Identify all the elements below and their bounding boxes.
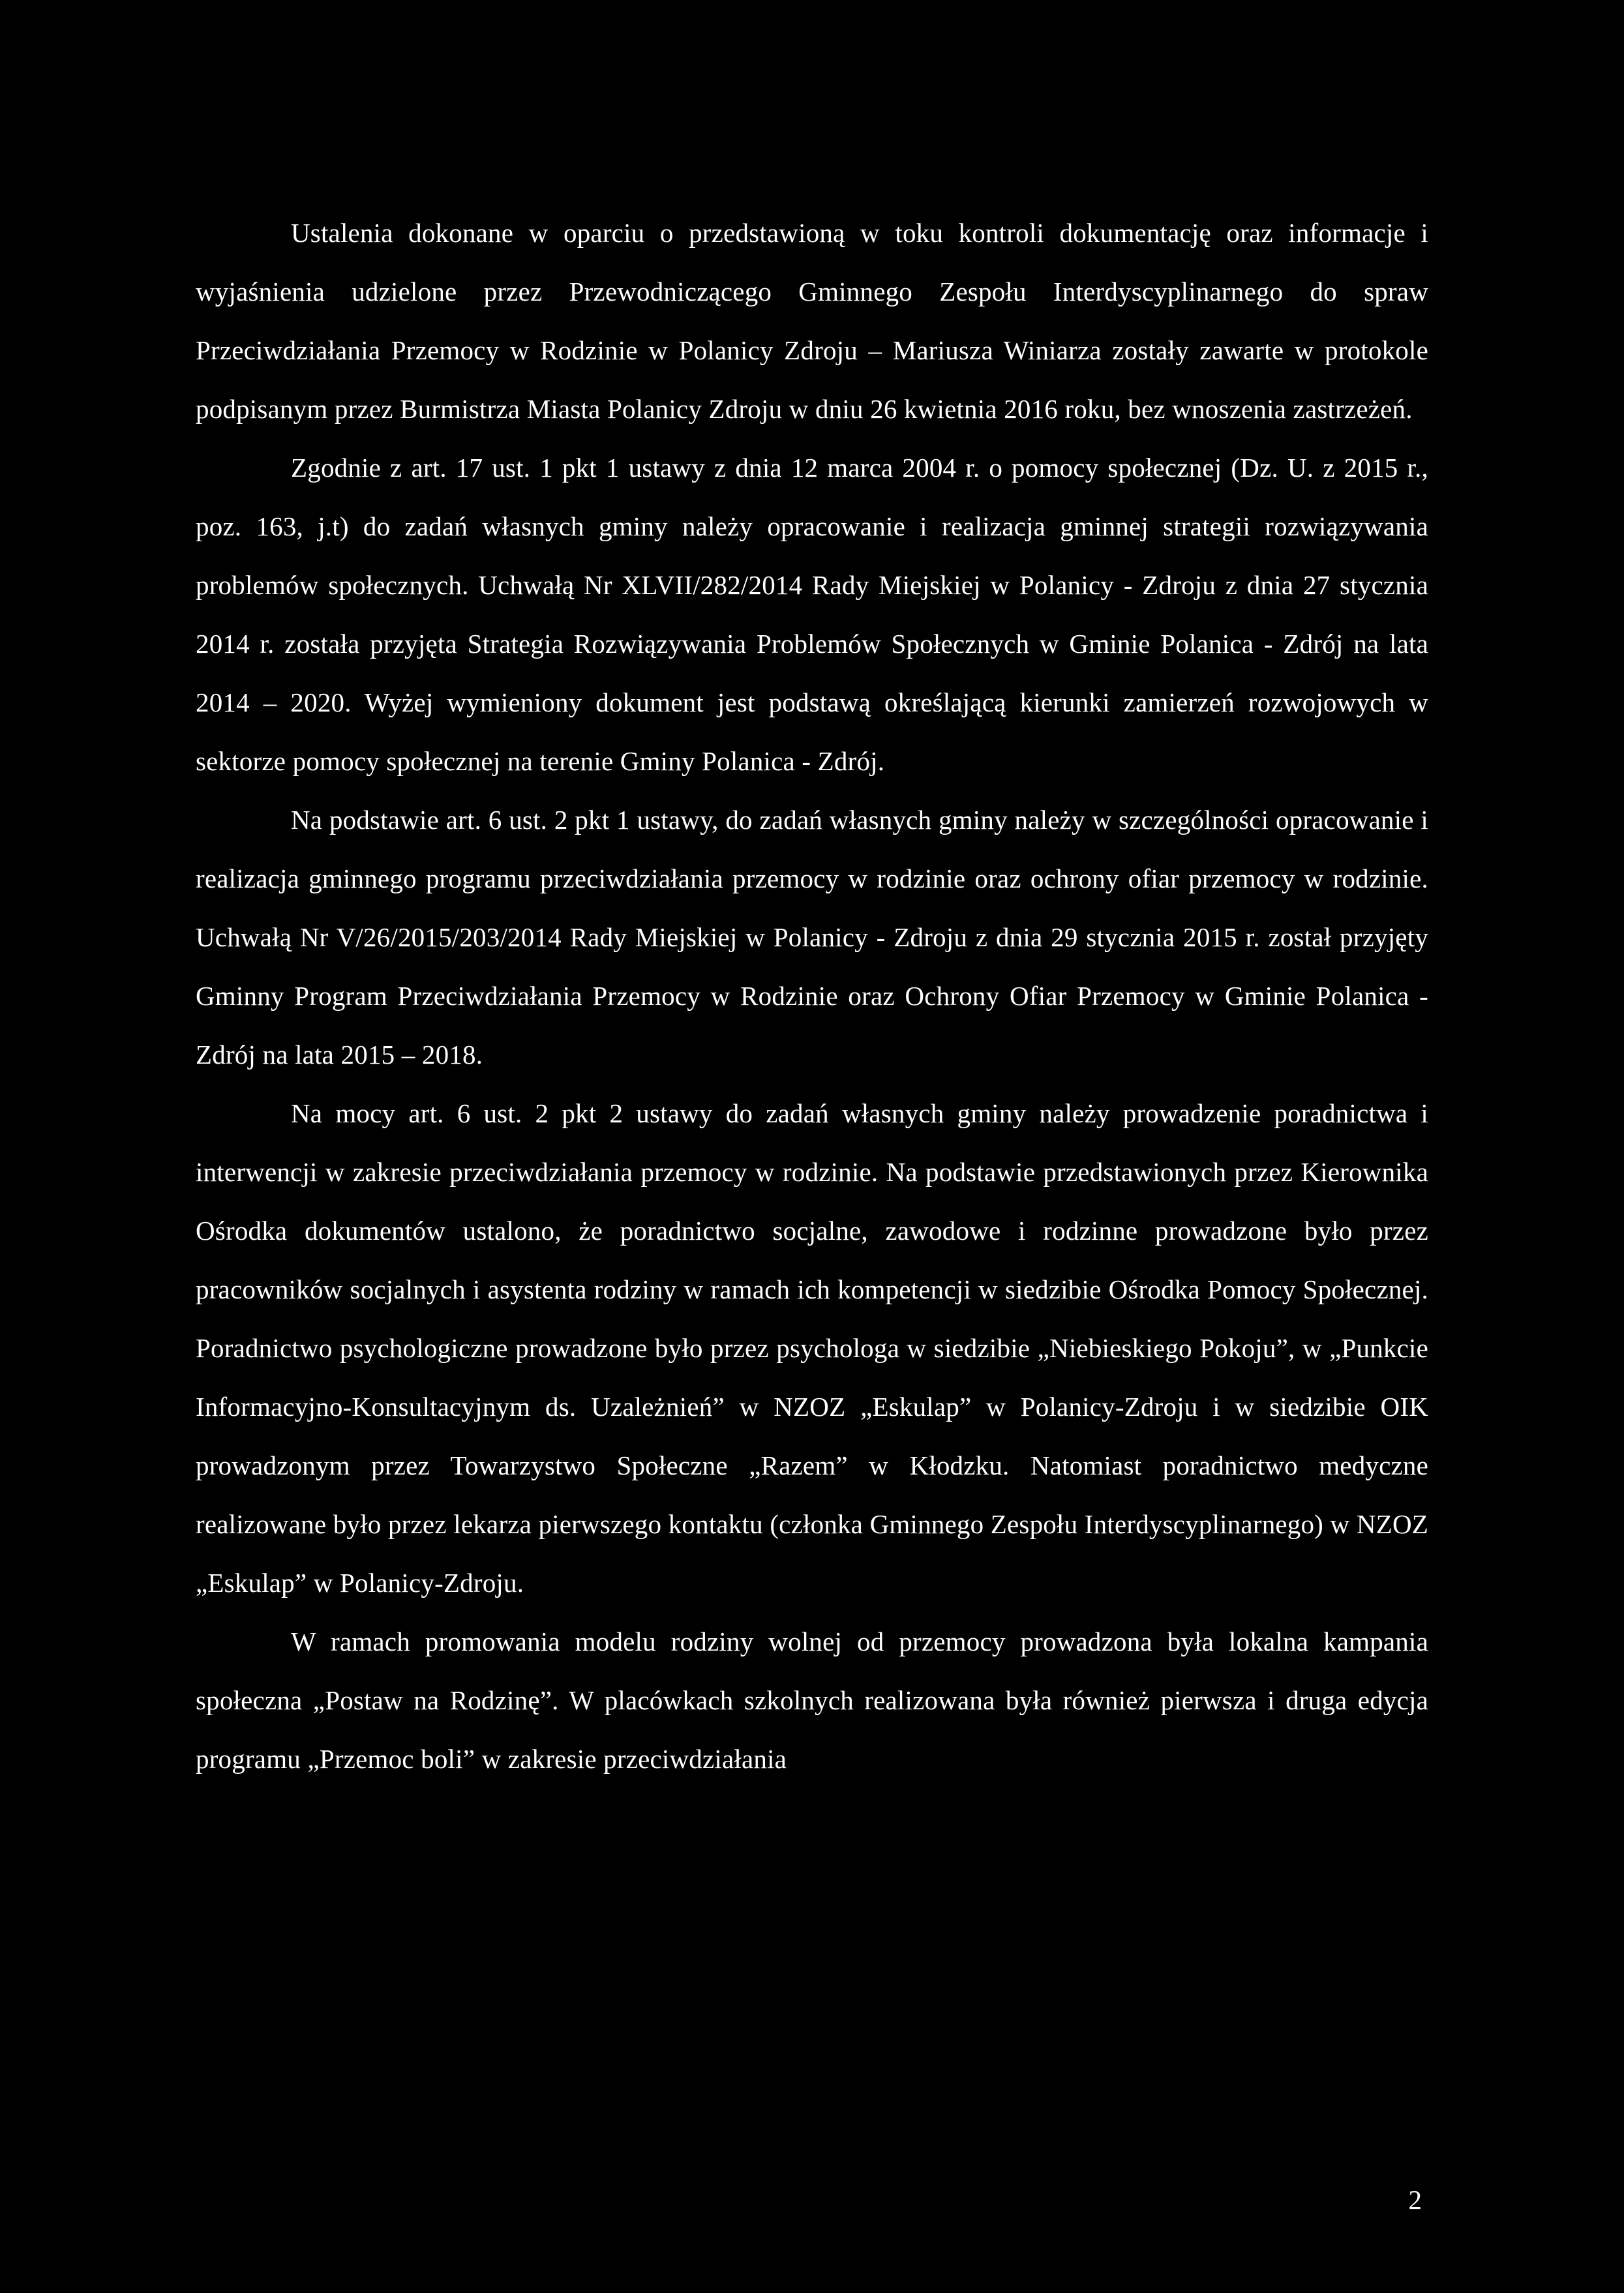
paragraph-counseling: Na mocy art. 6 ust. 2 pkt 2 ustawy do zadań własnych gminy należy prowadzenie poradnictwa i interwencji w zakresie przeciwdziałania przemocy w rodzinie. Na podstawie przedstawionych przez Kierownika Ośrodka dokumentów ustalono, że poradnictwo socjalne, zawodowe i rodzinne prowadzone było przez pracowników socjalnych i asystenta rodziny w ramach ich kompetencji w siedzibie Ośrodka Pomocy Społecznej. Poradnictwo psychologiczne prowadzone było przez psychologa w siedzibie „Niebieskiego Pokoju”, w „Punkcie Informacyjno-Konsultacyjnym ds. Uzależnień” w NZOZ „Eskulap” w Polanicy-Zdroju i w siedzibie OIK prowadzonym przez Towarzystwo Społeczne „Razem” w Kłodzku. Natomiast poradnictwo medyczne realizowane było przez lekarza pierwszego kontaktu (członka Gminnego Zespołu Interdyscyplinarnego) w NZOZ „Eskulap” w Polanicy-Zdroju. (196, 1098, 1428, 1598)
paragraph-findings: Ustalenia dokonane w oparciu o przedstawioną w toku kontroli dokumentację oraz informacje i wyjaśnienia udzielone przez Przewodniczącego Gminnego Zespołu Interdyscyplinarnego do spraw Przeciwdziałania Przemocy w Rodzinie w Polanicy Zdroju – Mariusza Winiarza zostały zawarte w protokole podpisanym przez Burmistrza Miasta Polanicy Zdroju w dniu 26 kwietnia 2016 roku, bez wnoszenia zastrzeżeń. (196, 218, 1428, 424)
paragraph-violence-program: Na podstawie art. 6 ust. 2 pkt 1 ustawy, do zadań własnych gminy należy w szczególności opracowanie i realizacja gminnego programu przeciwdziałania przemocy w rodzinie oraz ochrony ofiar przemocy w rodzinie. Uchwałą Nr V/26/2015/203/2014 Rady Miejskiej w Polanicy - Zdroju z dnia 29 stycznia 2015 r. został przyjęty Gminny Program Przeciwdziałania Przemocy w Rodzinie oraz Ochrony Ofiar Przemocy w Gminie Polanica - Zdrój na lata 2015 – 2018. (196, 805, 1428, 1070)
paragraph-campaign: W ramach promowania modelu rodziny wolnej od przemocy prowadzona była lokalna kampania społeczna „Postaw na Rodzinę”. W placówkach szkolnych realizowana była również pierwsza i druga edycja programu „Przemoc boli” w zakresie przeciwdziałania (196, 1626, 1428, 1774)
paragraph-strategy: Zgodnie z art. 17 ust. 1 pkt 1 ustawy z dnia 12 marca 2004 r. o pomocy społecznej (Dz. U. z 2015 r., poz. 163, j.t) do zadań własnych gminy należy opracowanie i realizacja gminnej strategii rozwiązywania problemów społecznych. Uchwałą Nr XLVII/282/2014 Rady Miejskiej w Polanicy - Zdroju z dnia 27 stycznia 2014 r. została przyjęta Strategia Rozwiązywania Problemów Społecznych w Gminie Polanica - Zdrój na lata 2014 – 2020. Wyżej wymieniony dokument jest podstawą określającą kierunki zamierzeń rozwojowych w sektorze pomocy społecznej na terenie Gminy Polanica - Zdrój. (196, 453, 1428, 776)
document-body (196, 203, 1428, 1788)
page-number: 2 (1408, 2185, 1422, 2215)
